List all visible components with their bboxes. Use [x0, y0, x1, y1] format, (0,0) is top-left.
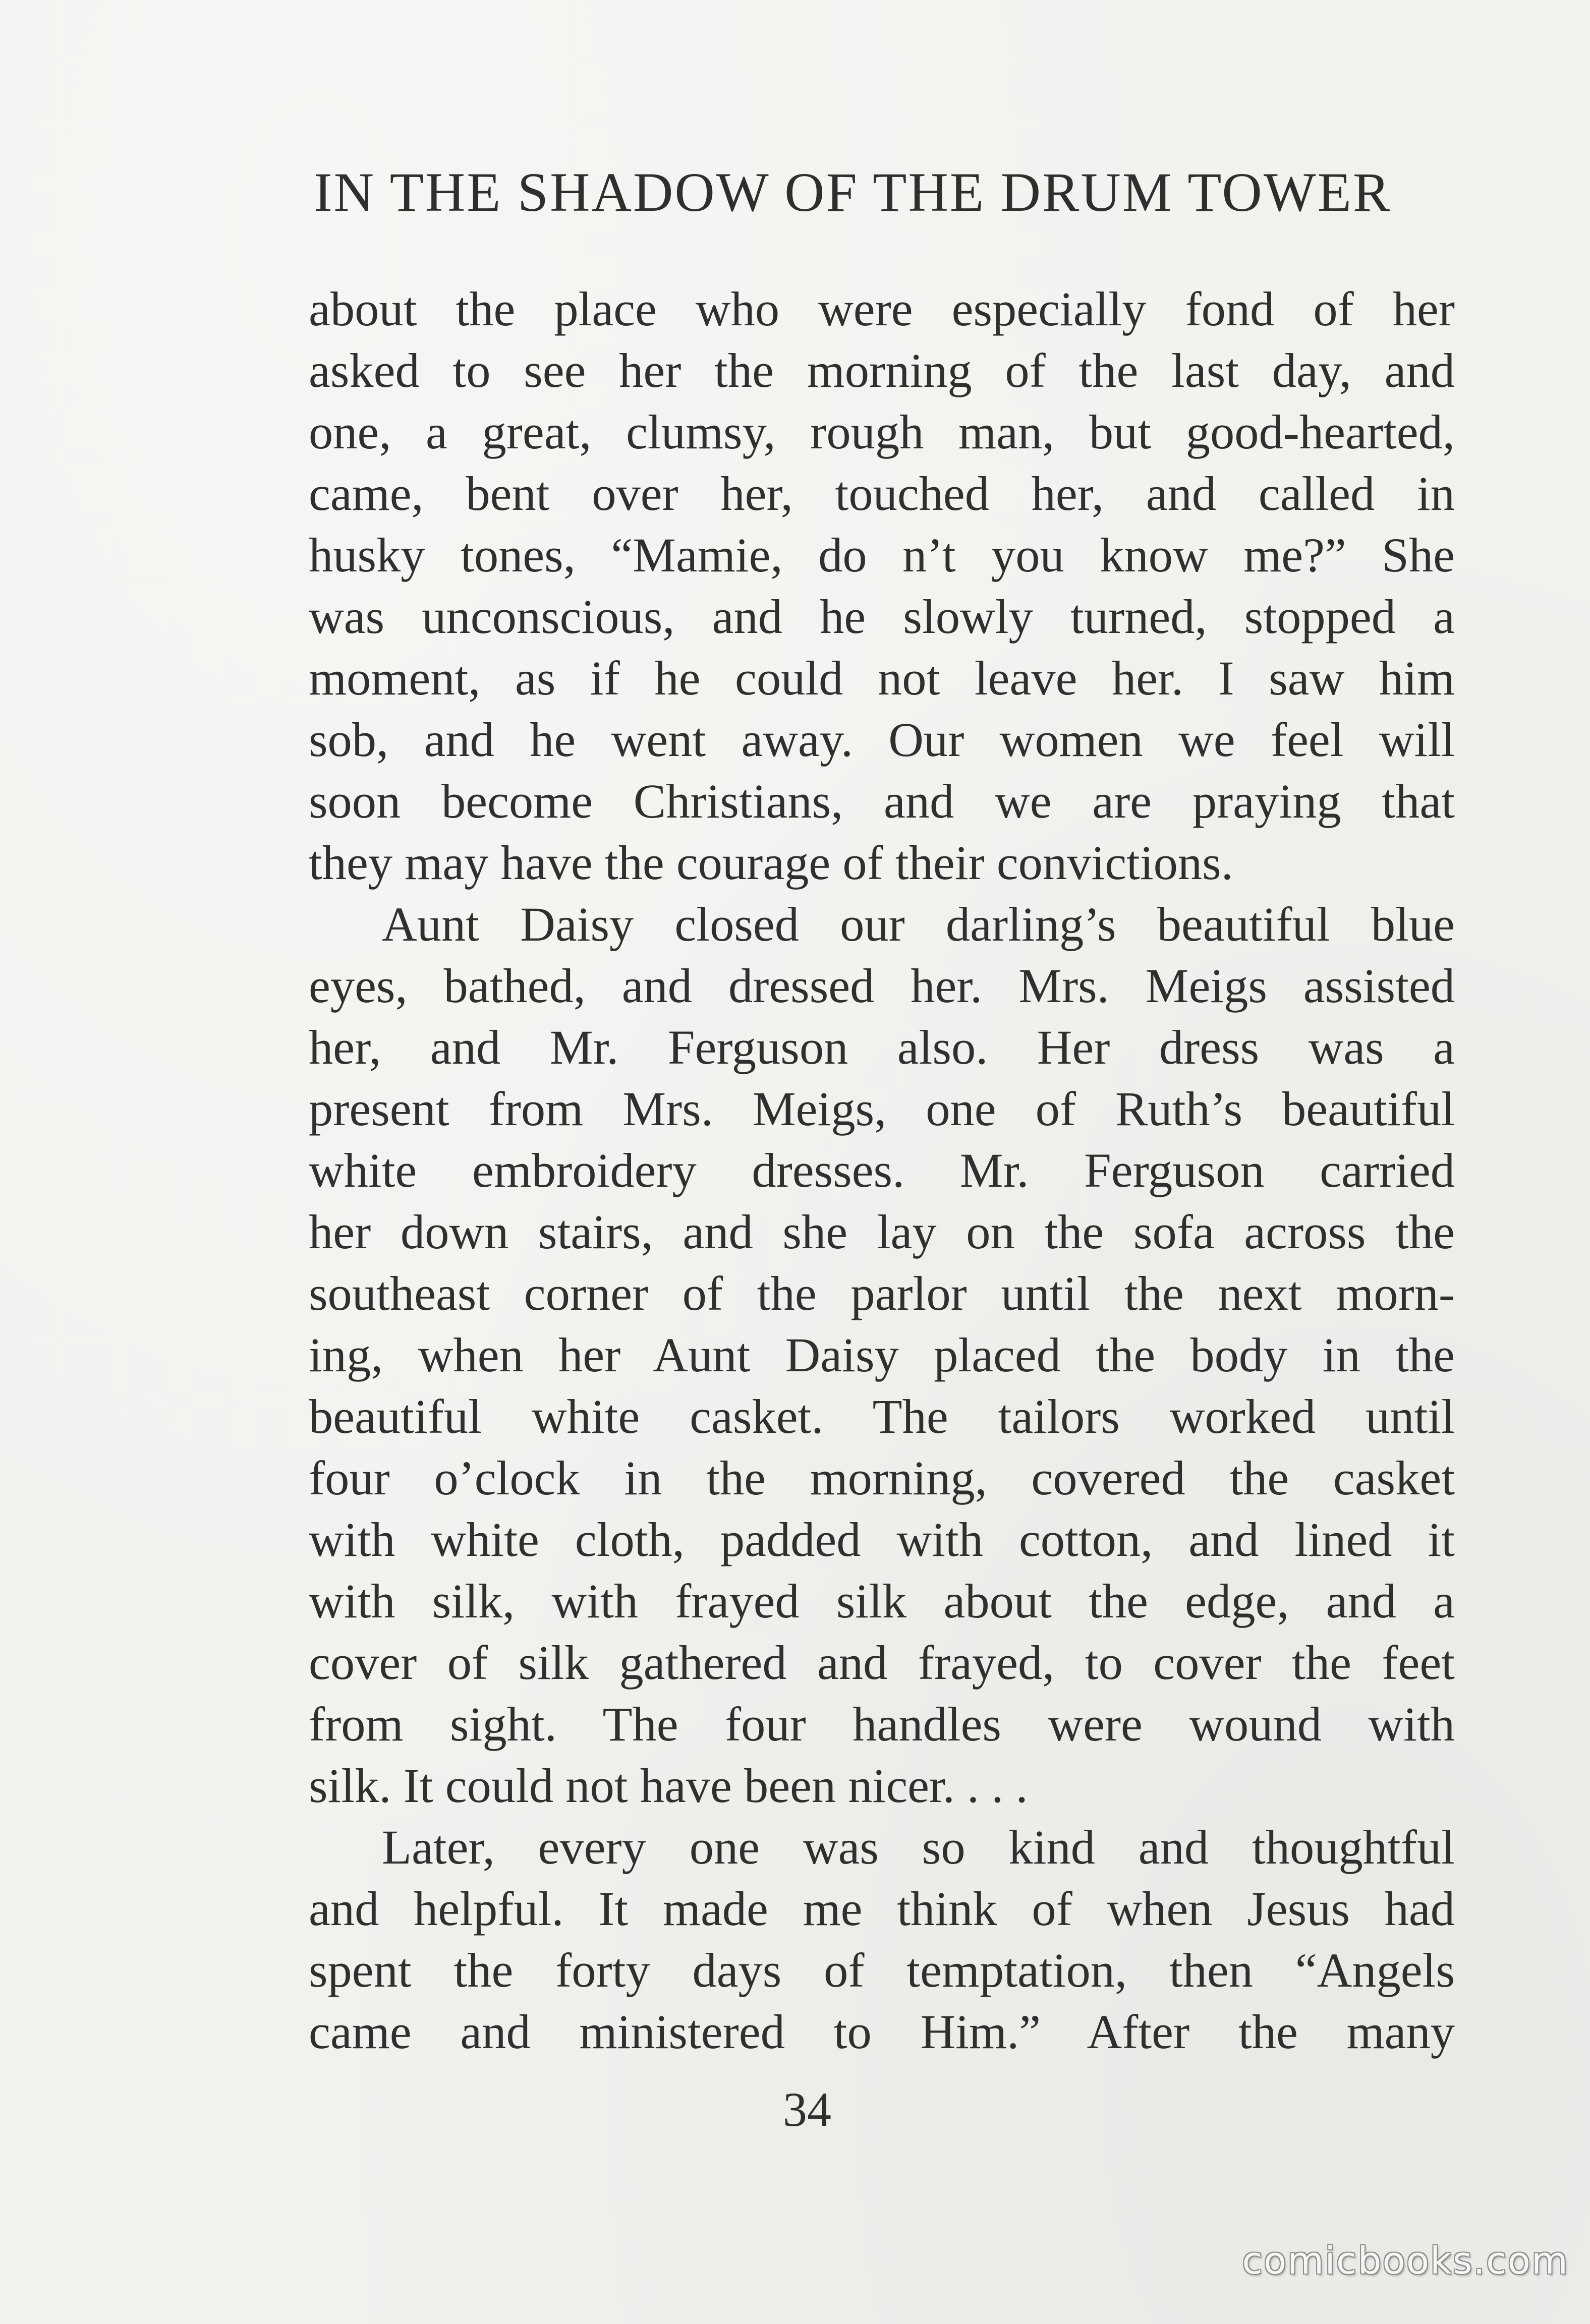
text-line: white embroidery dresses. Mr. Ferguson carried	[309, 1143, 1455, 1197]
text-line: moment, as if he could not leave her. I saw him	[309, 651, 1455, 705]
body-text	[309, 278, 1455, 2063]
text-line: four o’clock in the morning, covered the casket	[309, 1451, 1455, 1505]
text-line: beautiful white casket. The tailors worked until	[309, 1389, 1455, 1443]
text-line: came, bent over her, touched her, and called in	[309, 467, 1455, 520]
text-line: eyes, bathed, and dressed her. Mrs. Meigs assisted	[309, 959, 1455, 1013]
running-head: IN THE SHADOW OF THE DRUM TOWER	[314, 161, 1392, 223]
watermark: comicbooks.com	[1242, 2239, 1569, 2283]
text-line: her, and Mr. Ferguson also. Her dress was a	[309, 1020, 1455, 1074]
paragraph-start-line: Aunt Daisy closed our darling’s beautiful blue	[382, 897, 1455, 951]
text-line: husky tones, “Mamie, do n’t you know me?” She	[309, 528, 1455, 582]
text-line: spent the forty days of temptation, then “Angels	[309, 1943, 1455, 1997]
text-line: cover of silk gathered and frayed, to cover the feet	[309, 1636, 1455, 1690]
paragraph-end-line: silk. It could not have been nicer. . . .	[309, 1759, 1028, 1813]
text-line: sob, and he went away. Our women we feel will	[309, 713, 1455, 767]
paragraph-start-line: Later, every one was so kind and thoughtful	[382, 1820, 1455, 1874]
page-number: 34	[783, 2082, 831, 2136]
text-line: southeast corner of the parlor until the next morn-	[309, 1266, 1455, 1320]
text-line: one, a great, clumsy, rough man, but good-hearted,	[309, 405, 1455, 459]
text-line: and helpful. It made me think of when Jesus had	[309, 1882, 1455, 1936]
text-line: came and ministered to Him.” After the many	[309, 2005, 1455, 2059]
text-line: with silk, with frayed silk about the edge, and a	[309, 1574, 1455, 1628]
text-line: was unconscious, and he slowly turned, stopped a	[309, 590, 1455, 644]
text-line: asked to see her the morning of the last day, and	[309, 343, 1455, 397]
paragraph-end-line: they may have the courage of their convictions.	[309, 836, 1233, 890]
text-line: soon become Christians, and we are praying that	[309, 774, 1455, 828]
text-line: from sight. The four handles were wound with	[309, 1697, 1455, 1751]
text-line: her down stairs, and she lay on the sofa across the	[309, 1205, 1455, 1259]
text-line: about the place who were especially fond of her	[309, 282, 1455, 336]
text-line: present from Mrs. Meigs, one of Ruth’s beautiful	[309, 1082, 1455, 1136]
text-line: with white cloth, padded with cotton, and lined it	[309, 1513, 1455, 1566]
text-line: ing, when her Aunt Daisy placed the body in the	[309, 1328, 1455, 1382]
